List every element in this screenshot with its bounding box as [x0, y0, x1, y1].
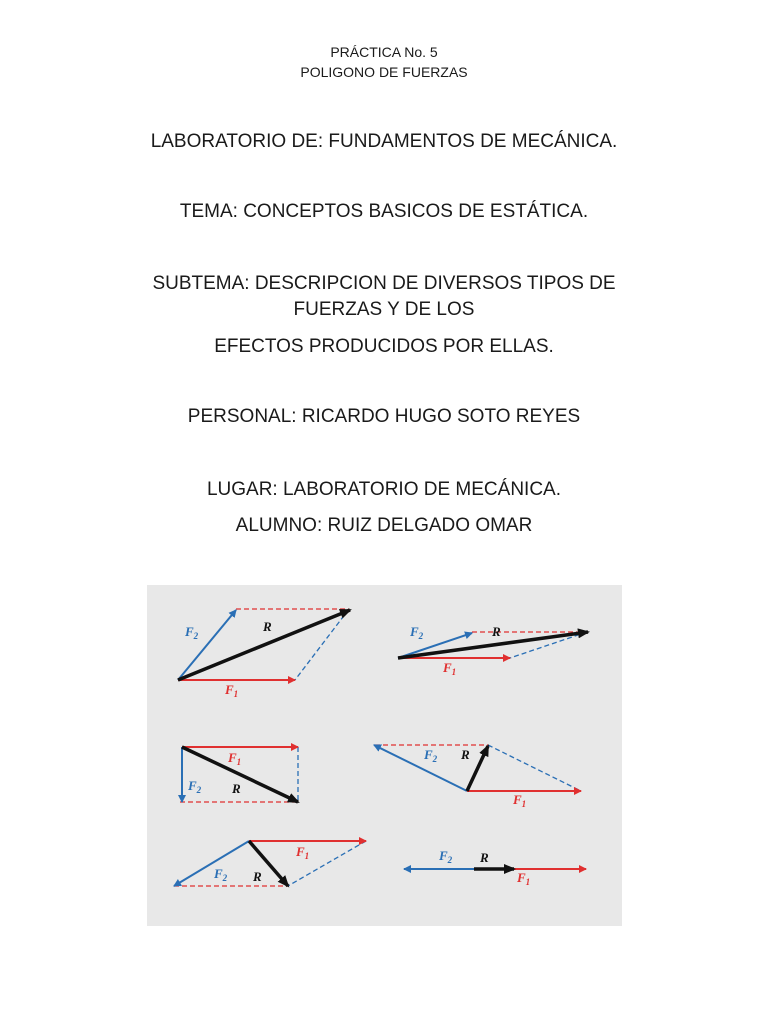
force-diagrams-figure	[147, 585, 622, 926]
practice-number: PRÁCTICA No. 5	[330, 44, 438, 60]
svg-text:F2: $F_2$	[424, 747, 438, 764]
diagram-parallelogram-2	[398, 624, 588, 677]
svg-text:F1: $F_1$	[513, 792, 527, 809]
svg-text:R: R	[461, 747, 470, 762]
theme-line: TEMA: CONCEPTOS BASICOS DE ESTÁTICA.	[179, 201, 589, 222]
subtheme-line-2: FUERZAS Y DE LOS	[293, 299, 475, 320]
practice-topic: POLIGONO DE FUERZAS	[300, 64, 468, 80]
svg-text:F2: $F_2$	[439, 848, 453, 865]
svg-text:F1: $F_1$	[517, 870, 531, 887]
svg-text:F1: $F_1$	[225, 682, 239, 699]
subtheme-line-3: EFECTOS PRODUCIDOS POR ELLAS.	[214, 336, 554, 357]
svg-text:F1: $F_1$	[443, 660, 457, 677]
diagram-obtuse-2	[174, 841, 366, 886]
svg-text:F2: $F_2$	[214, 866, 228, 883]
place-line: LUGAR: LABORATORIO DE MECÁNICA.	[206, 479, 562, 500]
force-diagrams-svg	[147, 585, 622, 926]
svg-text:R: R	[253, 869, 262, 884]
diagram-obtuse	[374, 745, 581, 809]
svg-text:R: R	[263, 619, 272, 634]
svg-text:F2: $F_2$	[188, 778, 202, 795]
student-line: ALUMNO: RUIZ DELGADO OMAR	[235, 515, 533, 536]
diagram-rectangle	[180, 747, 298, 802]
svg-text:F1: $F_1$	[228, 750, 242, 767]
svg-text:R: R	[492, 624, 501, 639]
svg-text:F1: $F_1$	[296, 844, 310, 861]
personnel-line: PERSONAL: RICARDO HUGO SOTO REYES	[187, 406, 581, 427]
svg-text:F2: $F_2$	[185, 624, 199, 641]
diagram-collinear	[404, 848, 586, 887]
subtheme-line-1: SUBTEMA: DESCRIPCION DE DIVERSOS TIPOS DE	[152, 273, 616, 294]
svg-text:R: R	[480, 850, 489, 865]
laboratory-line: LABORATORIO DE: FUNDAMENTOS DE MECÁNICA.	[150, 131, 618, 152]
svg-text:F2: $F_2$	[410, 624, 424, 641]
diagram-parallelogram-1	[178, 609, 350, 699]
svg-text:R: R	[232, 781, 241, 796]
